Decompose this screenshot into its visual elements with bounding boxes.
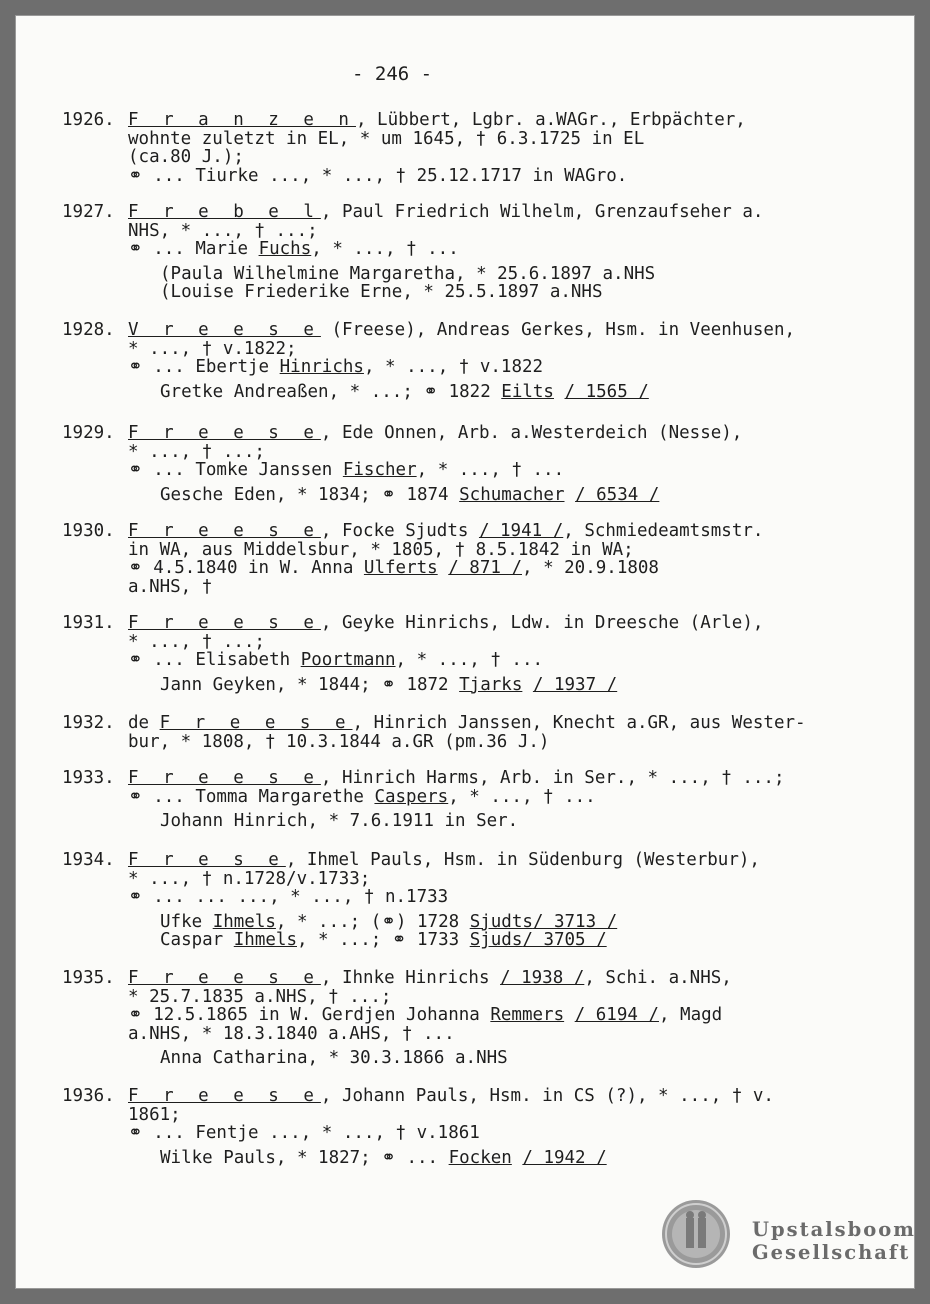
entry-line xyxy=(62,358,795,377)
entry-text: , * ...; ⚭ 1733 xyxy=(296,930,470,951)
entry-text: , Schmiedeamtsmstr. xyxy=(563,521,764,541)
cross-reference: / 871 / xyxy=(448,558,522,579)
entry-text: ⚭ ... Tiurke ..., * ..., † 25.12.1717 in WAGro. xyxy=(128,165,628,186)
entry-text: ⚭ 12.5.1865 in W. Gerdjen Johanna xyxy=(128,1005,491,1026)
entry-text: ⚭ 4.5.1840 in W. Anna xyxy=(128,558,364,579)
entry-text: a.NHS, † xyxy=(128,576,213,597)
underlined-name: Fuchs xyxy=(258,239,312,260)
underlined-name: Hinrichs xyxy=(279,357,364,378)
entry-text: , Focke Sjudts xyxy=(320,521,479,541)
underlined-name: Ulferts xyxy=(363,558,438,579)
surname: F r a n z e n xyxy=(128,110,356,130)
entry-text: , Johann Pauls, Hsm. in CS (?), * ..., † v. xyxy=(320,1086,774,1106)
entry-line xyxy=(62,633,763,652)
underlined-name: Ihmels xyxy=(212,911,276,932)
entry-text: Gretke Andreaßen, * ...; ⚭ 1822 xyxy=(160,381,502,402)
child-line xyxy=(62,676,763,695)
entry-1930 xyxy=(62,522,763,596)
entry-1932 xyxy=(62,714,806,751)
surname: F r e e s e xyxy=(128,423,321,443)
page-number: - 246 - xyxy=(352,63,433,85)
entry-text: in WA, aus Middelsbur, * 1805, † 8.5.1842 in WA; xyxy=(128,539,634,560)
entry-text xyxy=(617,912,628,932)
entry-text: (Paula Wilhelmine Margaretha, * 25.6.1897 a.NHS xyxy=(160,263,656,284)
entry-line xyxy=(62,559,763,578)
entry-line xyxy=(62,870,760,889)
surname: F r e e s e xyxy=(128,768,321,788)
child-line xyxy=(62,486,742,505)
surname: V r e e s e xyxy=(128,320,321,340)
entry-1933 xyxy=(62,769,785,831)
seal-icon xyxy=(660,1198,732,1270)
entry-line xyxy=(62,988,732,1007)
entry-text: a.NHS, * 18.3.1840 a.AHS, † ... xyxy=(128,1023,455,1044)
entry-text: , Paul Friedrich Wilhelm, Grenzaufseher a. xyxy=(320,202,764,222)
entry-number: 1931. xyxy=(62,613,115,633)
child-line xyxy=(62,931,760,950)
child-line xyxy=(62,812,785,831)
entry-text xyxy=(438,558,449,578)
entry-text: ⚭ ... Fentje ..., * ..., † v.1861 xyxy=(128,1123,480,1144)
cross-reference: / 6534 / xyxy=(575,484,660,505)
entry-number: 1926. xyxy=(62,110,115,130)
surname: F r e e s e xyxy=(128,521,321,541)
entry-line xyxy=(62,1124,774,1143)
entry-line xyxy=(62,340,795,359)
underlined-name: Ihmels xyxy=(233,930,297,951)
cross-reference: / 1937 / xyxy=(532,674,618,695)
entry-text: , * ..., † ... xyxy=(311,239,459,260)
underlined-name: Tjarks xyxy=(459,674,523,695)
cross-reference: / 1938 / xyxy=(500,968,585,988)
entry-text: * ..., † v.1822; xyxy=(128,338,297,359)
entry-line xyxy=(62,851,760,870)
entry-number: 1932. xyxy=(62,713,115,733)
cross-reference: / 6194 / xyxy=(574,1005,659,1026)
entry-text: (Louise Friederike Erne, * 25.5.1897 a.NHS xyxy=(160,282,603,303)
child-line xyxy=(62,1049,732,1068)
entry-1934 xyxy=(62,851,760,950)
entry-text: (ca.80 J.); xyxy=(128,147,244,168)
watermark-line-2: Gesellschaft xyxy=(752,1241,911,1264)
entry-text: Wilke Pauls, * 1827; ⚭ ... xyxy=(160,1147,449,1168)
entry-line xyxy=(62,321,795,340)
entry-line xyxy=(62,222,763,241)
entry-text: , Ede Onnen, Arb. a.Westerdeich (Nesse), xyxy=(320,423,743,443)
entry-number: 1930. xyxy=(62,521,115,541)
entry-text: * 25.7.1835 a.NHS, † ...; xyxy=(128,986,392,1007)
entry-text: ⚭ ... Ebertje xyxy=(128,357,280,378)
entry-line xyxy=(62,240,763,259)
child-line xyxy=(62,913,760,932)
upstalsboom-watermark xyxy=(660,1198,916,1278)
entry-number: 1929. xyxy=(62,423,115,443)
entry-line xyxy=(62,111,746,130)
child-line xyxy=(62,265,763,284)
surname: F r e e s e xyxy=(159,713,353,733)
entry-1926 xyxy=(62,111,746,185)
cross-reference: / 3713 / xyxy=(532,911,618,932)
entry-text: , Hinrich Janssen, Knecht a.GR, aus Wester- xyxy=(352,713,806,733)
entry-text: , Magd xyxy=(658,1005,723,1026)
child-line xyxy=(62,1149,774,1168)
entry-text: ⚭ ... Marie xyxy=(128,239,259,260)
surname: F r e s e xyxy=(128,850,286,870)
child-line xyxy=(62,283,763,302)
prefix-text: de xyxy=(128,713,160,733)
entry-line xyxy=(62,522,763,541)
entry-line xyxy=(62,1106,774,1125)
entry-1936 xyxy=(62,1087,774,1167)
entry-text: NHS, * ..., † ...; xyxy=(128,220,318,241)
entry-text xyxy=(522,675,533,695)
surname: F r e e s e xyxy=(128,968,321,988)
underlined-name: Poortmann xyxy=(300,650,396,671)
underlined-name: Caspers xyxy=(374,786,449,807)
entry-line xyxy=(62,148,746,167)
entry-number: 1927. xyxy=(62,202,115,222)
entry-text: * ..., † n.1728/v.1733; xyxy=(128,868,371,889)
entry-text xyxy=(554,382,565,402)
entry-text: , Geyke Hinrichs, Ldw. in Dreesche (Arle), xyxy=(320,613,764,633)
underlined-name: Focken xyxy=(448,1147,512,1168)
entry-line xyxy=(62,443,742,462)
entry-text: , * ..., † ... xyxy=(448,786,596,807)
entry-number: 1933. xyxy=(62,768,115,788)
entry-text: , * ..., † v.1822 xyxy=(363,357,544,378)
entry-line xyxy=(62,578,763,597)
entry-text: ⚭ ... ... ..., * ..., † n.1733 xyxy=(128,887,449,908)
entry-line xyxy=(62,461,742,480)
cross-reference: / 1941 / xyxy=(478,521,564,541)
entry-text: Jann Geyken, * 1844; ⚭ 1872 xyxy=(160,674,460,695)
entry-text: * ..., † ...; xyxy=(128,441,265,462)
entry-1927 xyxy=(62,203,763,302)
underlined-name: Eilts xyxy=(501,381,554,402)
entry-line xyxy=(62,733,806,752)
entry-number: 1935. xyxy=(62,968,115,988)
entry-line xyxy=(62,424,742,443)
underlined-name: Fischer xyxy=(342,460,417,481)
entry-text xyxy=(512,1148,523,1168)
surname: F r e e s e xyxy=(128,1086,321,1106)
entry-text: Anna Catharina, * 30.3.1866 a.NHS xyxy=(160,1048,508,1069)
entry-text xyxy=(565,485,576,505)
cross-reference: / 1942 / xyxy=(522,1147,607,1168)
entry-text: (Freese), Andreas Gerkes, Hsm. in Veenhusen, xyxy=(320,320,796,340)
entry-line xyxy=(62,541,763,560)
entry-line xyxy=(62,969,732,988)
underlined-name: Sjudts xyxy=(469,911,533,932)
entry-text: , Ihnke Hinrichs xyxy=(320,968,501,988)
entry-1929 xyxy=(62,424,742,504)
entry-text: ⚭ ... Tomma Margarethe xyxy=(128,786,375,807)
entry-line xyxy=(62,203,763,222)
entry-text: Caspar xyxy=(160,930,234,951)
entry-line xyxy=(62,769,785,788)
entry-line xyxy=(62,651,763,670)
entry-number: 1928. xyxy=(62,320,115,340)
surname: F r e e s e xyxy=(128,613,321,633)
child-line xyxy=(62,383,795,402)
cross-reference: / 1565 / xyxy=(564,381,649,402)
entry-text: , * ...; (⚭) 1728 xyxy=(275,911,470,932)
entry-text: , * ..., † ... xyxy=(395,650,544,671)
surname: F r e b e l xyxy=(128,202,321,222)
entry-line xyxy=(62,614,763,633)
entry-line xyxy=(62,888,760,907)
entry-text: ⚭ ... Elisabeth xyxy=(128,650,301,671)
entry-text: wohnte zuletzt in EL, * um 1645, † 6.3.1725 in EL xyxy=(128,128,645,149)
entry-line xyxy=(62,1087,774,1106)
entry-text: , * ..., † ... xyxy=(416,460,565,481)
underlined-name: Sjuds xyxy=(469,930,523,951)
entry-line xyxy=(62,714,806,733)
entry-text: , Ihmel Pauls, Hsm. in Südenburg (Westerbur), xyxy=(285,850,760,870)
entry-text: bur, * 1808, † 10.3.1844 a.GR (pm.36 J.) xyxy=(128,731,550,752)
entry-text: Ufke xyxy=(160,911,213,932)
underlined-name: Schumacher xyxy=(459,484,565,505)
entry-text xyxy=(607,930,618,950)
entry-text: , * 20.9.1808 xyxy=(522,558,659,579)
entry-1931 xyxy=(62,614,763,694)
entry-text xyxy=(564,1005,575,1025)
watermark-line-1: Upstalsboom xyxy=(752,1218,916,1241)
entry-1935 xyxy=(62,969,732,1068)
entry-line xyxy=(62,130,746,149)
underlined-name: Remmers xyxy=(490,1005,565,1026)
entry-text: , Schi. a.NHS, xyxy=(584,968,732,988)
entry-line xyxy=(62,1006,732,1025)
cross-reference: / 3705 / xyxy=(522,930,607,951)
entry-line xyxy=(62,1025,732,1044)
entry-line xyxy=(62,788,785,807)
entry-text: , Hinrich Harms, Arb. in Ser., * ..., † ...; xyxy=(320,768,785,788)
entry-1928 xyxy=(62,321,795,401)
entry-line xyxy=(62,167,746,186)
entry-text: * ..., † ...; xyxy=(128,631,265,652)
entry-text: Gesche Eden, * 1834; ⚭ 1874 xyxy=(160,484,460,505)
entry-text: 1861; xyxy=(128,1104,181,1125)
entry-number: 1934. xyxy=(62,850,115,870)
entry-number: 1936. xyxy=(62,1086,115,1106)
entry-text: , Lübbert, Lgbr. a.WAGr., Erbpächter, xyxy=(355,110,746,130)
entry-text: ⚭ ... Tomke Janssen xyxy=(128,460,343,481)
entry-text: Johann Hinrich, * 7.6.1911 in Ser. xyxy=(160,811,519,832)
